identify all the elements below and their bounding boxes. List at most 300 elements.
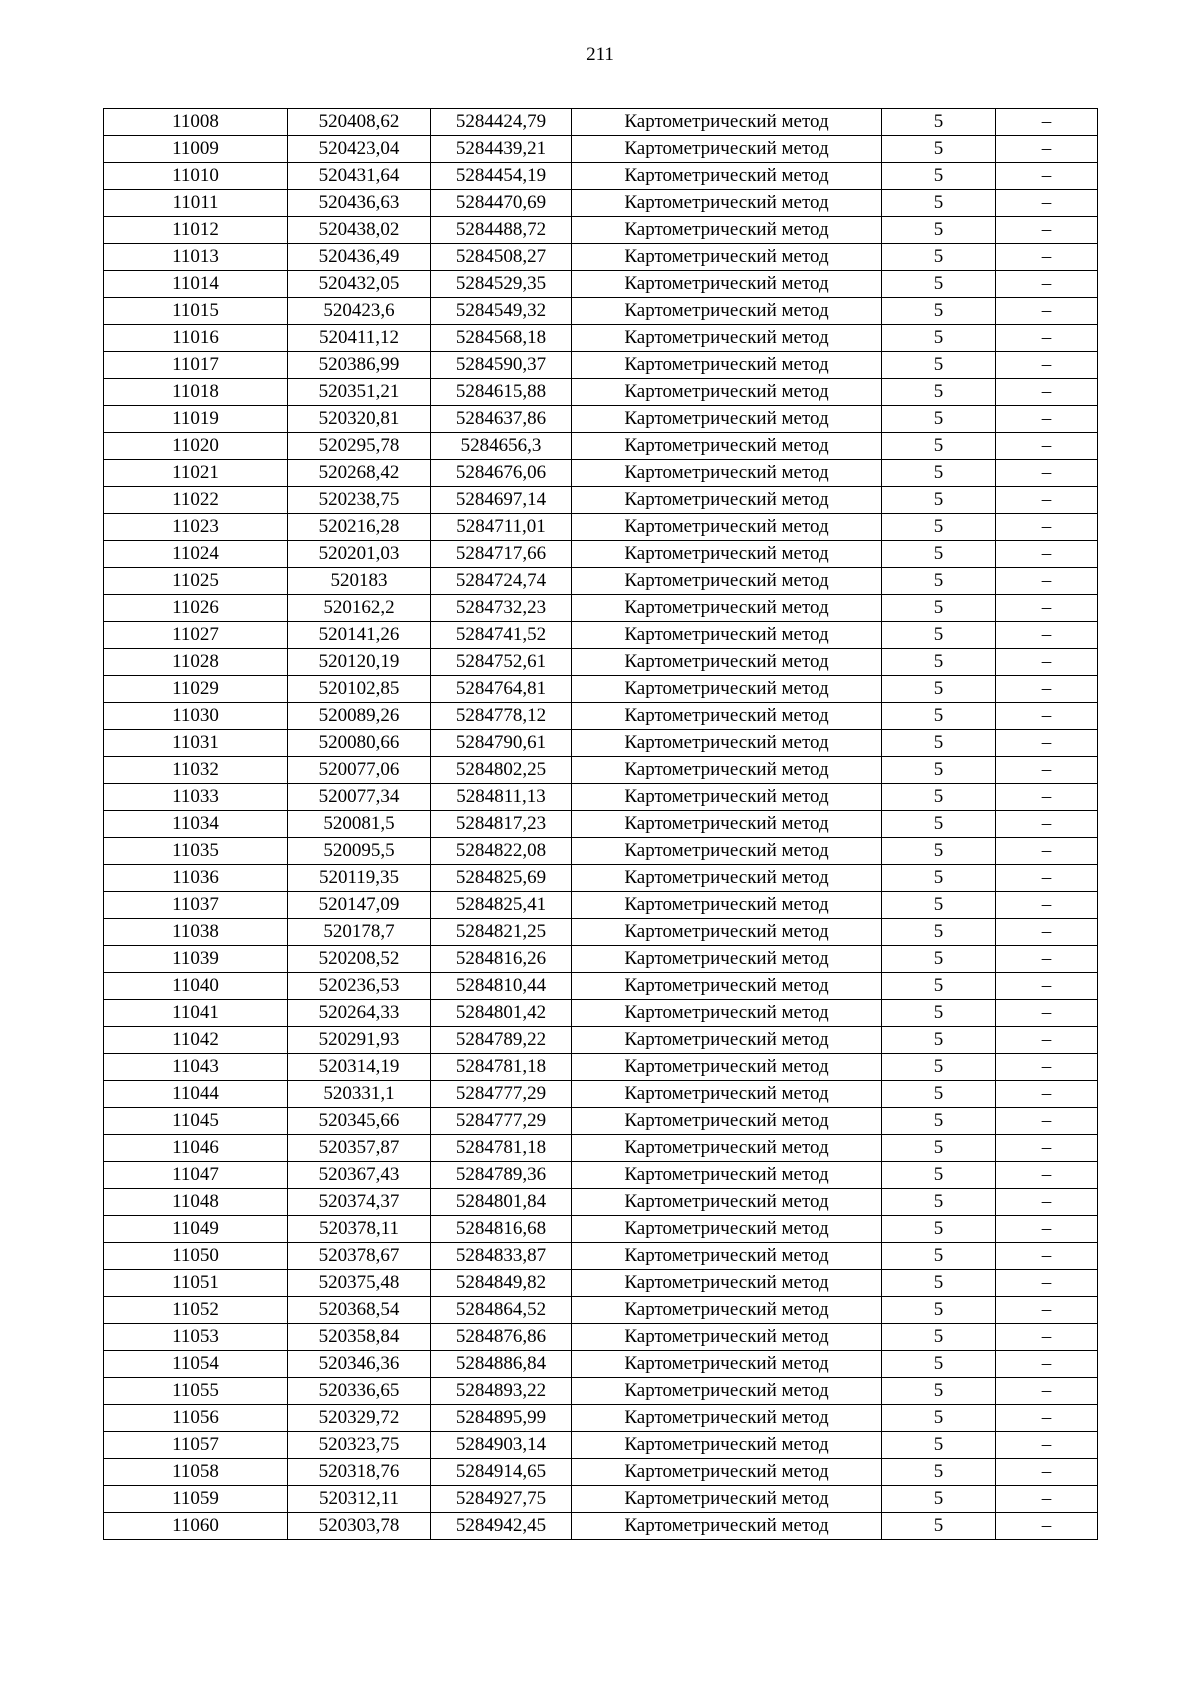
method-cell: Картометрический метод	[572, 784, 882, 811]
point-number-cell: 11041	[104, 1000, 288, 1027]
x-coordinate-cell: 520423,6	[288, 298, 431, 325]
y-coordinate-cell: 5284568,18	[431, 325, 572, 352]
table-row	[104, 865, 1098, 892]
point-number-cell: 11023	[104, 514, 288, 541]
table-row	[104, 163, 1098, 190]
table-body	[104, 109, 1098, 1540]
point-number-cell: 11054	[104, 1351, 288, 1378]
x-coordinate-cell: 520375,48	[288, 1270, 431, 1297]
table-row	[104, 271, 1098, 298]
table-row	[104, 460, 1098, 487]
table-row	[104, 1027, 1098, 1054]
x-coordinate-cell: 520077,06	[288, 757, 431, 784]
point-number-cell: 11046	[104, 1135, 288, 1162]
table-row	[104, 1162, 1098, 1189]
description-cell: –	[996, 1162, 1098, 1189]
accuracy-cell: 5	[882, 730, 996, 757]
description-cell: –	[996, 1216, 1098, 1243]
description-cell: –	[996, 406, 1098, 433]
accuracy-cell: 5	[882, 352, 996, 379]
table-row	[104, 1486, 1098, 1513]
x-coordinate-cell: 520236,53	[288, 973, 431, 1000]
x-coordinate-cell: 520411,12	[288, 325, 431, 352]
y-coordinate-cell: 5284816,26	[431, 946, 572, 973]
method-cell: Картометрический метод	[572, 649, 882, 676]
method-cell: Картометрический метод	[572, 1351, 882, 1378]
method-cell: Картометрический метод	[572, 1027, 882, 1054]
y-coordinate-cell: 5284488,72	[431, 217, 572, 244]
description-cell: –	[996, 811, 1098, 838]
y-coordinate-cell: 5284914,65	[431, 1459, 572, 1486]
y-coordinate-cell: 5284424,79	[431, 109, 572, 136]
accuracy-cell: 5	[882, 325, 996, 352]
accuracy-cell: 5	[882, 892, 996, 919]
method-cell: Картометрический метод	[572, 622, 882, 649]
x-coordinate-cell: 520378,11	[288, 1216, 431, 1243]
description-cell: –	[996, 1297, 1098, 1324]
accuracy-cell: 5	[882, 514, 996, 541]
y-coordinate-cell: 5284893,22	[431, 1378, 572, 1405]
point-number-cell: 11036	[104, 865, 288, 892]
method-cell: Картометрический метод	[572, 1243, 882, 1270]
accuracy-cell: 5	[882, 1513, 996, 1540]
method-cell: Картометрический метод	[572, 109, 882, 136]
description-cell: –	[996, 1270, 1098, 1297]
point-number-cell: 11056	[104, 1405, 288, 1432]
point-number-cell: 11008	[104, 109, 288, 136]
x-coordinate-cell: 520178,7	[288, 919, 431, 946]
point-number-cell: 11029	[104, 676, 288, 703]
description-cell: –	[996, 892, 1098, 919]
point-number-cell: 11038	[104, 919, 288, 946]
accuracy-cell: 5	[882, 487, 996, 514]
point-number-cell: 11058	[104, 1459, 288, 1486]
y-coordinate-cell: 5284732,23	[431, 595, 572, 622]
table-row	[104, 379, 1098, 406]
accuracy-cell: 5	[882, 1054, 996, 1081]
accuracy-cell: 5	[882, 973, 996, 1000]
table-row	[104, 1378, 1098, 1405]
point-number-cell: 11048	[104, 1189, 288, 1216]
table-row	[104, 1513, 1098, 1540]
accuracy-cell: 5	[882, 811, 996, 838]
accuracy-cell: 5	[882, 838, 996, 865]
y-coordinate-cell: 5284895,99	[431, 1405, 572, 1432]
method-cell: Картометрический метод	[572, 1135, 882, 1162]
accuracy-cell: 5	[882, 757, 996, 784]
point-number-cell: 11045	[104, 1108, 288, 1135]
x-coordinate-cell: 520408,62	[288, 109, 431, 136]
table-row	[104, 622, 1098, 649]
description-cell: –	[996, 1405, 1098, 1432]
method-cell: Картометрический метод	[572, 163, 882, 190]
accuracy-cell: 5	[882, 919, 996, 946]
table-row	[104, 1270, 1098, 1297]
point-number-cell: 11052	[104, 1297, 288, 1324]
accuracy-cell: 5	[882, 244, 996, 271]
accuracy-cell: 5	[882, 1405, 996, 1432]
y-coordinate-cell: 5284789,22	[431, 1027, 572, 1054]
accuracy-cell: 5	[882, 1000, 996, 1027]
method-cell: Картометрический метод	[572, 1324, 882, 1351]
point-number-cell: 11019	[104, 406, 288, 433]
description-cell: –	[996, 1081, 1098, 1108]
x-coordinate-cell: 520320,81	[288, 406, 431, 433]
table-row	[104, 1054, 1098, 1081]
table-row	[104, 1081, 1098, 1108]
method-cell: Картометрический метод	[572, 1270, 882, 1297]
method-cell: Картометрический метод	[572, 217, 882, 244]
accuracy-cell: 5	[882, 1216, 996, 1243]
x-coordinate-cell: 520201,03	[288, 541, 431, 568]
description-cell: –	[996, 109, 1098, 136]
x-coordinate-cell: 520216,28	[288, 514, 431, 541]
y-coordinate-cell: 5284439,21	[431, 136, 572, 163]
description-cell: –	[996, 784, 1098, 811]
description-cell: –	[996, 1513, 1098, 1540]
point-number-cell: 11039	[104, 946, 288, 973]
accuracy-cell: 5	[882, 163, 996, 190]
method-cell: Картометрический метод	[572, 1513, 882, 1540]
x-coordinate-cell: 520367,43	[288, 1162, 431, 1189]
method-cell: Картометрический метод	[572, 271, 882, 298]
table-row	[104, 217, 1098, 244]
x-coordinate-cell: 520183	[288, 568, 431, 595]
y-coordinate-cell: 5284876,86	[431, 1324, 572, 1351]
point-number-cell: 11030	[104, 703, 288, 730]
method-cell: Картометрический метод	[572, 703, 882, 730]
method-cell: Картометрический метод	[572, 244, 882, 271]
method-cell: Картометрический метод	[572, 946, 882, 973]
table-row	[104, 1216, 1098, 1243]
y-coordinate-cell: 5284529,35	[431, 271, 572, 298]
table-row	[104, 1108, 1098, 1135]
description-cell: –	[996, 946, 1098, 973]
description-cell: –	[996, 460, 1098, 487]
method-cell: Картометрический метод	[572, 298, 882, 325]
accuracy-cell: 5	[882, 1297, 996, 1324]
accuracy-cell: 5	[882, 190, 996, 217]
table-row	[104, 1432, 1098, 1459]
x-coordinate-cell: 520295,78	[288, 433, 431, 460]
description-cell: –	[996, 622, 1098, 649]
description-cell: –	[996, 433, 1098, 460]
x-coordinate-cell: 520314,19	[288, 1054, 431, 1081]
y-coordinate-cell: 5284717,66	[431, 541, 572, 568]
x-coordinate-cell: 520346,36	[288, 1351, 431, 1378]
accuracy-cell: 5	[882, 460, 996, 487]
point-number-cell: 11022	[104, 487, 288, 514]
table-row	[104, 649, 1098, 676]
point-number-cell: 11049	[104, 1216, 288, 1243]
x-coordinate-cell: 520432,05	[288, 271, 431, 298]
point-number-cell: 11057	[104, 1432, 288, 1459]
table-row	[104, 595, 1098, 622]
description-cell: –	[996, 271, 1098, 298]
point-number-cell: 11051	[104, 1270, 288, 1297]
x-coordinate-cell: 520345,66	[288, 1108, 431, 1135]
table-row	[104, 487, 1098, 514]
x-coordinate-cell: 520102,85	[288, 676, 431, 703]
y-coordinate-cell: 5284816,68	[431, 1216, 572, 1243]
x-coordinate-cell: 520323,75	[288, 1432, 431, 1459]
x-coordinate-cell: 520081,5	[288, 811, 431, 838]
x-coordinate-cell: 520374,37	[288, 1189, 431, 1216]
point-number-cell: 11014	[104, 271, 288, 298]
y-coordinate-cell: 5284811,13	[431, 784, 572, 811]
point-number-cell: 11013	[104, 244, 288, 271]
table-row	[104, 136, 1098, 163]
point-number-cell: 11033	[104, 784, 288, 811]
point-number-cell: 11026	[104, 595, 288, 622]
accuracy-cell: 5	[882, 1486, 996, 1513]
y-coordinate-cell: 5284781,18	[431, 1054, 572, 1081]
description-cell: –	[996, 514, 1098, 541]
description-cell: –	[996, 1027, 1098, 1054]
accuracy-cell: 5	[882, 1324, 996, 1351]
y-coordinate-cell: 5284790,61	[431, 730, 572, 757]
x-coordinate-cell: 520386,99	[288, 352, 431, 379]
method-cell: Картометрический метод	[572, 838, 882, 865]
method-cell: Картометрический метод	[572, 757, 882, 784]
description-cell: –	[996, 1108, 1098, 1135]
point-number-cell: 11028	[104, 649, 288, 676]
point-number-cell: 11025	[104, 568, 288, 595]
accuracy-cell: 5	[882, 1351, 996, 1378]
x-coordinate-cell: 520357,87	[288, 1135, 431, 1162]
y-coordinate-cell: 5284886,84	[431, 1351, 572, 1378]
x-coordinate-cell: 520318,76	[288, 1459, 431, 1486]
point-number-cell: 11047	[104, 1162, 288, 1189]
table-row	[104, 1459, 1098, 1486]
table-row	[104, 568, 1098, 595]
point-number-cell: 11018	[104, 379, 288, 406]
x-coordinate-cell: 520329,72	[288, 1405, 431, 1432]
description-cell: –	[996, 1486, 1098, 1513]
table-row	[104, 676, 1098, 703]
accuracy-cell: 5	[882, 271, 996, 298]
accuracy-cell: 5	[882, 1270, 996, 1297]
table-row	[104, 946, 1098, 973]
method-cell: Картометрический метод	[572, 190, 882, 217]
y-coordinate-cell: 5284724,74	[431, 568, 572, 595]
table-row	[104, 757, 1098, 784]
description-cell: –	[996, 1459, 1098, 1486]
accuracy-cell: 5	[882, 622, 996, 649]
y-coordinate-cell: 5284802,25	[431, 757, 572, 784]
point-number-cell: 11010	[104, 163, 288, 190]
method-cell: Картометрический метод	[572, 1432, 882, 1459]
point-number-cell: 11035	[104, 838, 288, 865]
accuracy-cell: 5	[882, 136, 996, 163]
point-number-cell: 11027	[104, 622, 288, 649]
table-row	[104, 1000, 1098, 1027]
accuracy-cell: 5	[882, 865, 996, 892]
table-row	[104, 298, 1098, 325]
accuracy-cell: 5	[882, 406, 996, 433]
accuracy-cell: 5	[882, 568, 996, 595]
y-coordinate-cell: 5284849,82	[431, 1270, 572, 1297]
y-coordinate-cell: 5284903,14	[431, 1432, 572, 1459]
accuracy-cell: 5	[882, 703, 996, 730]
description-cell: –	[996, 1135, 1098, 1162]
table-row	[104, 541, 1098, 568]
method-cell: Картометрический метод	[572, 730, 882, 757]
x-coordinate-cell: 520077,34	[288, 784, 431, 811]
table-row	[104, 838, 1098, 865]
y-coordinate-cell: 5284470,69	[431, 190, 572, 217]
x-coordinate-cell: 520331,1	[288, 1081, 431, 1108]
method-cell: Картометрический метод	[572, 1378, 882, 1405]
description-cell: –	[996, 973, 1098, 1000]
method-cell: Картометрический метод	[572, 406, 882, 433]
accuracy-cell: 5	[882, 217, 996, 244]
y-coordinate-cell: 5284817,23	[431, 811, 572, 838]
point-number-cell: 11017	[104, 352, 288, 379]
accuracy-cell: 5	[882, 298, 996, 325]
point-number-cell: 11016	[104, 325, 288, 352]
table-row	[104, 1189, 1098, 1216]
y-coordinate-cell: 5284777,29	[431, 1081, 572, 1108]
method-cell: Картометрический метод	[572, 973, 882, 1000]
x-coordinate-cell: 520162,2	[288, 595, 431, 622]
description-cell: –	[996, 865, 1098, 892]
description-cell: –	[996, 730, 1098, 757]
description-cell: –	[996, 1378, 1098, 1405]
method-cell: Картометрический метод	[572, 325, 882, 352]
accuracy-cell: 5	[882, 379, 996, 406]
method-cell: Картометрический метод	[572, 1459, 882, 1486]
accuracy-cell: 5	[882, 1432, 996, 1459]
method-cell: Картометрический метод	[572, 1000, 882, 1027]
x-coordinate-cell: 520436,49	[288, 244, 431, 271]
y-coordinate-cell: 5284781,18	[431, 1135, 572, 1162]
y-coordinate-cell: 5284864,52	[431, 1297, 572, 1324]
x-coordinate-cell: 520431,64	[288, 163, 431, 190]
x-coordinate-cell: 520358,84	[288, 1324, 431, 1351]
method-cell: Картометрический метод	[572, 433, 882, 460]
accuracy-cell: 5	[882, 1162, 996, 1189]
point-number-cell: 11060	[104, 1513, 288, 1540]
table-row	[104, 433, 1098, 460]
description-cell: –	[996, 136, 1098, 163]
x-coordinate-cell: 520368,54	[288, 1297, 431, 1324]
method-cell: Картометрический метод	[572, 919, 882, 946]
y-coordinate-cell: 5284810,44	[431, 973, 572, 1000]
x-coordinate-cell: 520438,02	[288, 217, 431, 244]
description-cell: –	[996, 838, 1098, 865]
table-row	[104, 811, 1098, 838]
table-row	[104, 784, 1098, 811]
x-coordinate-cell: 520080,66	[288, 730, 431, 757]
table-row	[104, 1351, 1098, 1378]
accuracy-cell: 5	[882, 1135, 996, 1162]
description-cell: –	[996, 541, 1098, 568]
y-coordinate-cell: 5284927,75	[431, 1486, 572, 1513]
point-number-cell: 11059	[104, 1486, 288, 1513]
method-cell: Картометрический метод	[572, 811, 882, 838]
method-cell: Картометрический метод	[572, 136, 882, 163]
y-coordinate-cell: 5284801,42	[431, 1000, 572, 1027]
y-coordinate-cell: 5284752,61	[431, 649, 572, 676]
x-coordinate-cell: 520351,21	[288, 379, 431, 406]
y-coordinate-cell: 5284764,81	[431, 676, 572, 703]
method-cell: Картометрический метод	[572, 1189, 882, 1216]
table-row	[104, 352, 1098, 379]
y-coordinate-cell: 5284801,84	[431, 1189, 572, 1216]
table-row	[104, 1405, 1098, 1432]
y-coordinate-cell: 5284697,14	[431, 487, 572, 514]
y-coordinate-cell: 5284656,3	[431, 433, 572, 460]
table-row	[104, 514, 1098, 541]
y-coordinate-cell: 5284825,41	[431, 892, 572, 919]
x-coordinate-cell: 520238,75	[288, 487, 431, 514]
description-cell: –	[996, 163, 1098, 190]
table-row	[104, 892, 1098, 919]
description-cell: –	[996, 1432, 1098, 1459]
accuracy-cell: 5	[882, 1108, 996, 1135]
y-coordinate-cell: 5284549,32	[431, 298, 572, 325]
method-cell: Картометрический метод	[572, 1054, 882, 1081]
table-row	[104, 244, 1098, 271]
description-cell: –	[996, 1243, 1098, 1270]
method-cell: Картометрический метод	[572, 568, 882, 595]
table-row	[104, 406, 1098, 433]
description-cell: –	[996, 595, 1098, 622]
method-cell: Картометрический метод	[572, 676, 882, 703]
point-number-cell: 11042	[104, 1027, 288, 1054]
description-cell: –	[996, 352, 1098, 379]
method-cell: Картометрический метод	[572, 460, 882, 487]
description-cell: –	[996, 568, 1098, 595]
y-coordinate-cell: 5284590,37	[431, 352, 572, 379]
description-cell: –	[996, 1000, 1098, 1027]
accuracy-cell: 5	[882, 1243, 996, 1270]
x-coordinate-cell: 520291,93	[288, 1027, 431, 1054]
accuracy-cell: 5	[882, 1189, 996, 1216]
description-cell: –	[996, 1351, 1098, 1378]
y-coordinate-cell: 5284825,69	[431, 865, 572, 892]
method-cell: Картометрический метод	[572, 1486, 882, 1513]
x-coordinate-cell: 520312,11	[288, 1486, 431, 1513]
y-coordinate-cell: 5284942,45	[431, 1513, 572, 1540]
method-cell: Картометрический метод	[572, 1405, 882, 1432]
x-coordinate-cell: 520119,35	[288, 865, 431, 892]
method-cell: Картометрический метод	[572, 865, 882, 892]
y-coordinate-cell: 5284741,52	[431, 622, 572, 649]
method-cell: Картометрический метод	[572, 379, 882, 406]
y-coordinate-cell: 5284821,25	[431, 919, 572, 946]
table-row	[104, 703, 1098, 730]
point-number-cell: 11043	[104, 1054, 288, 1081]
method-cell: Картометрический метод	[572, 514, 882, 541]
accuracy-cell: 5	[882, 109, 996, 136]
description-cell: –	[996, 325, 1098, 352]
y-coordinate-cell: 5284777,29	[431, 1108, 572, 1135]
table-row	[104, 109, 1098, 136]
table-row	[104, 1324, 1098, 1351]
y-coordinate-cell: 5284778,12	[431, 703, 572, 730]
y-coordinate-cell: 5284789,36	[431, 1162, 572, 1189]
table-row	[104, 1297, 1098, 1324]
x-coordinate-cell: 520436,63	[288, 190, 431, 217]
point-number-cell: 11031	[104, 730, 288, 757]
x-coordinate-cell: 520268,42	[288, 460, 431, 487]
x-coordinate-cell: 520120,19	[288, 649, 431, 676]
accuracy-cell: 5	[882, 946, 996, 973]
accuracy-cell: 5	[882, 433, 996, 460]
description-cell: –	[996, 703, 1098, 730]
